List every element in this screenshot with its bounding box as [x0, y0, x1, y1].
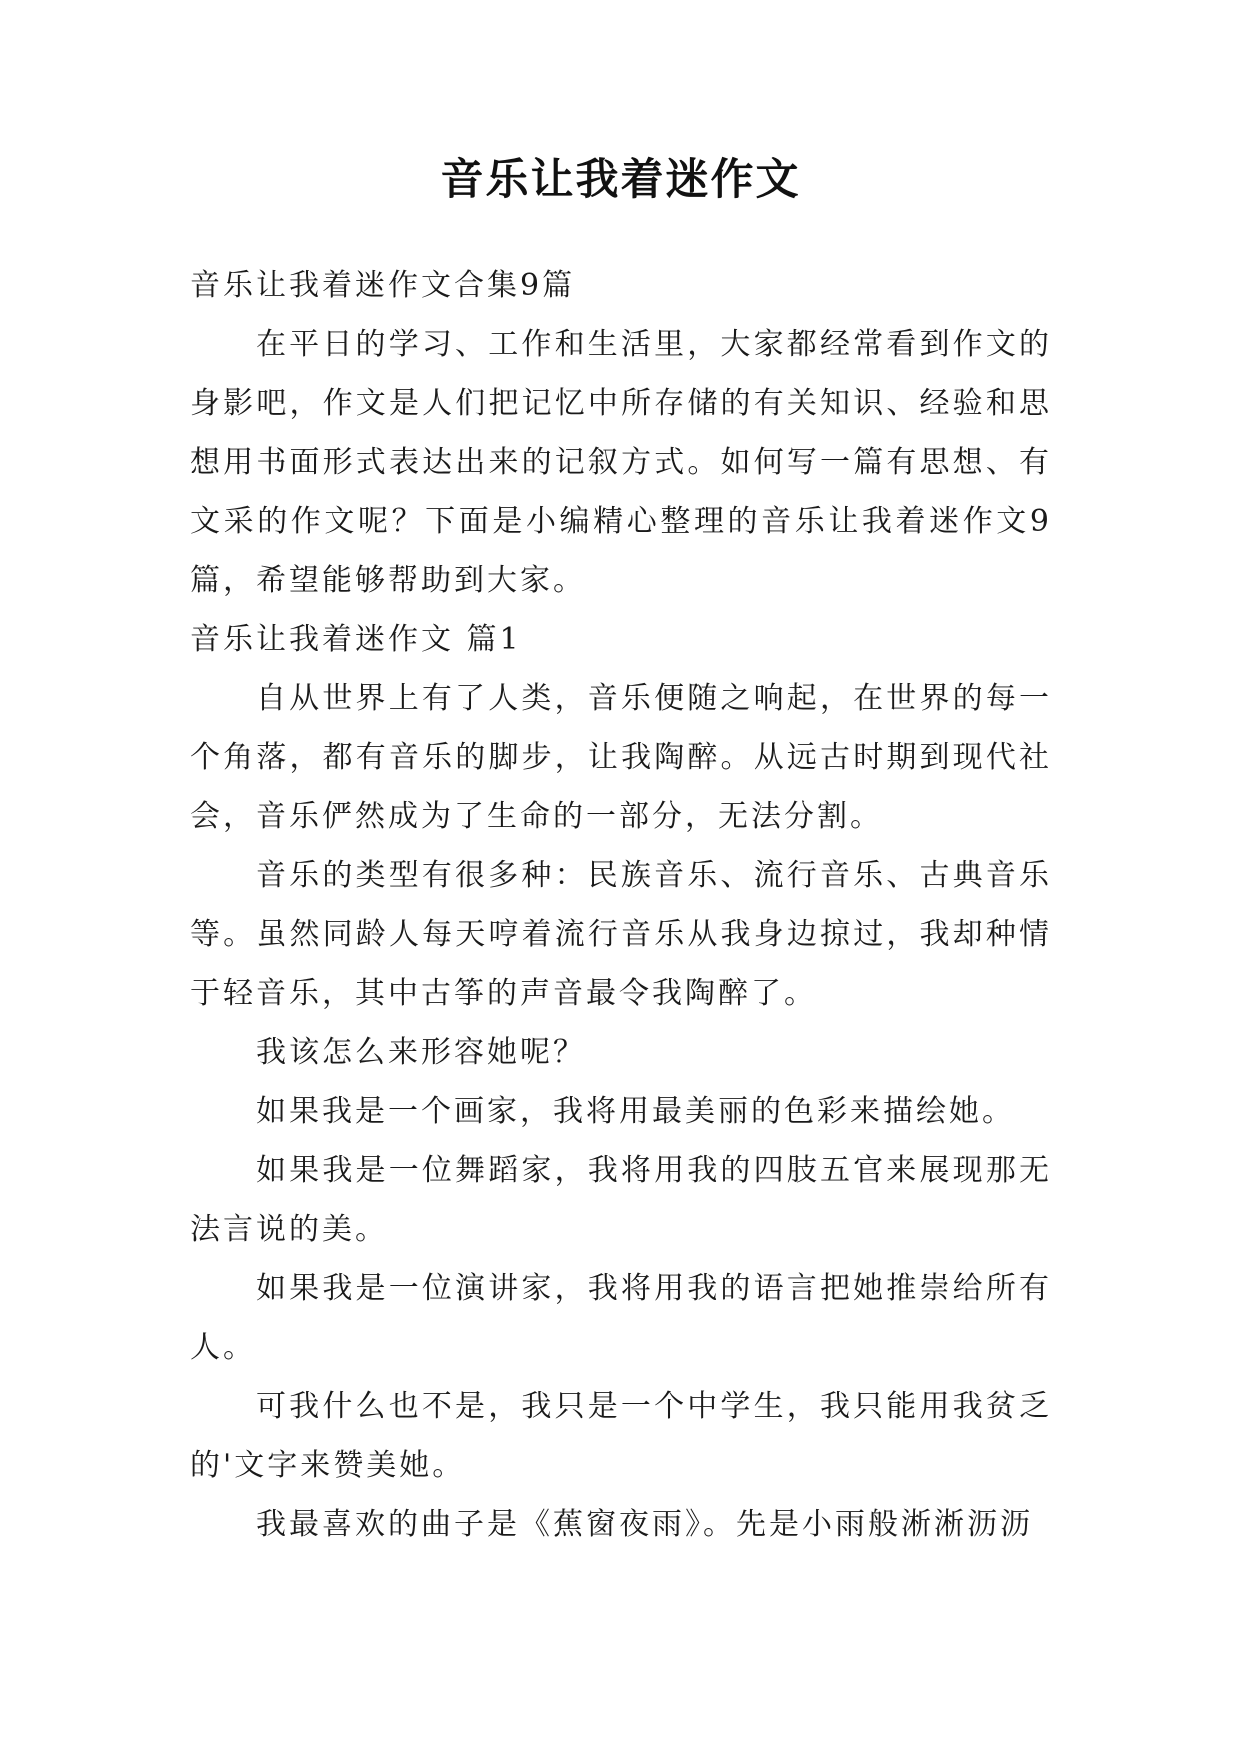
paragraph: 如果我是一位舞蹈家，我将用我的四肢五官来展现那无法言说的美。	[190, 1153, 1052, 1247]
paragraph: 我该怎么来形容她呢？	[256, 1035, 586, 1070]
document-body	[190, 256, 1052, 1554]
paragraph: 自从世界上有了人类，音乐便随之响起，在世界的每一个角落，都有音乐的脚步，让我陶醉。从远古时期到现代社会，音乐俨然成为了生命的一部分，无法分割。	[190, 681, 1052, 834]
paragraph-intro: 在平日的学习、工作和生活里，大家都经常看到作文的身影吧，作文是人们把记忆中所存储的有关知识、经验和思想用书面形式表达出来的记叙方式。如何写一篇有思想、有文采的作文呢？下面是小编精心整理的音乐让我着迷作文9篇，希望能够帮助到大家。	[190, 327, 1052, 598]
paragraph-collection-heading: 音乐让我着迷作文合集9篇	[190, 268, 576, 303]
paragraph: 可我什么也不是，我只是一个中学生，我只能用我贫乏的'文字来赞美她。	[190, 1389, 1052, 1483]
paragraph: 我最喜欢的曲子是《蕉窗夜雨》。先是小雨般淅淅沥沥	[256, 1507, 1033, 1542]
paragraph: 音乐的类型有很多种：民族音乐、流行音乐、古典音乐等。虽然同龄人每天哼着流行音乐从我身边掠过，我却种情于轻音乐，其中古筝的声音最令我陶醉了。	[190, 858, 1052, 1011]
paragraph: 如果我是一位演讲家，我将用我的语言把她推崇给所有人。	[190, 1271, 1052, 1365]
paragraph: 如果我是一个画家，我将用最美丽的色彩来描绘她。	[256, 1094, 1015, 1129]
paragraph-section-heading: 音乐让我着迷作文 篇1	[190, 622, 522, 657]
document-title: 音乐让我着迷作文	[440, 155, 801, 205]
